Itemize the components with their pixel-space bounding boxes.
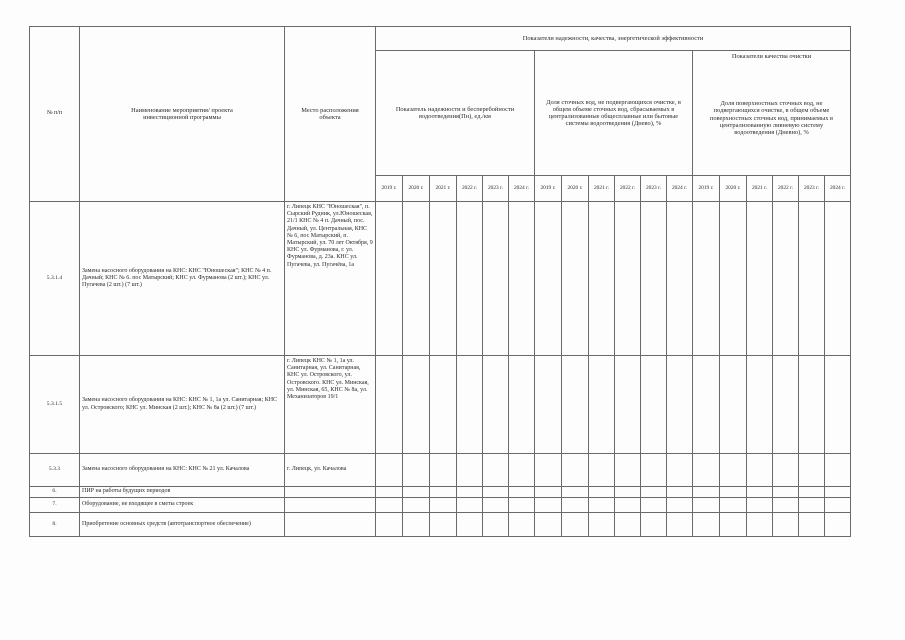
year-2023: 2023 г. — [483, 176, 509, 202]
investment-program-table — [29, 26, 851, 537]
row-num: 5.3.1.4 — [30, 202, 80, 356]
row-place: г. Липецк КНС № 1, 1а ул. Санитарная, ул. Санитарная, КНС ул. Островского, ул. Островского. КНС ул. Минская, ул. Минская, 65, КНС № 8а, ул. Механизаторов 19/1 — [285, 356, 376, 454]
header-indicators-group: Показатели надежности, качества, энергетической эффективности — [376, 27, 851, 51]
header-ind2: Доля сточных вод, не подвергающихся очистке, в общем объеме сточных вод, сбрасываемых в централизованные общесплавные или бытовые системы водоотведения (Днево), % — [535, 51, 693, 176]
header-name: Наименование мероприятия/ проекта инвестиционной программы — [80, 27, 285, 202]
table-row — [30, 356, 851, 454]
row-place: г. Липецк, ул. Качалова — [285, 454, 376, 487]
table-row — [30, 454, 851, 487]
row-name: Приобретение основных средств (автотранспортное обеспечение) — [80, 513, 285, 537]
row-num: 5.3.1.5 — [30, 356, 80, 454]
row-num: 7. — [30, 498, 80, 513]
header-ind3: Доля поверхностных сточных вод, не подвергающихся очистке, в общем объеме поверхностных сточных вод, принимаемых в централизованную ливневую систему водоотведения (Дневно), % — [693, 62, 851, 176]
year-2019: 2019 г. — [535, 176, 562, 202]
year-2021: 2021 г. — [747, 176, 773, 202]
row-name: Замена насосного оборудования на КНС: КНС № 21 ул. Качалова — [80, 454, 285, 487]
header-num: № п/п — [30, 27, 80, 202]
row-name: Оборудование, не входящее в сметы строек — [80, 498, 285, 513]
year-2022: 2022 г. — [457, 176, 483, 202]
year-2019: 2019 г. — [693, 176, 720, 202]
table-row — [30, 487, 851, 498]
row-num: 6. — [30, 487, 80, 498]
header-quality-group: Показатели качества очистки — [693, 51, 851, 62]
row-place — [285, 498, 376, 513]
row-place — [285, 487, 376, 498]
table-row — [30, 202, 851, 356]
year-2020: 2020 г. — [720, 176, 747, 202]
year-2020: 2020 г. — [562, 176, 589, 202]
row-num: 8. — [30, 513, 80, 537]
row-place: г. Липецк КНС "Юношеская", п. Сырский Рудник, ул.Юношеская, 21/1 КНС № 4 п. Дачный, пос. Дачный, ул. Центральная, КНС № 6, пос Матырский, п. Матырский, ул. 70 лет Октября, 9 КНС ул. Фурманова, г. ул. Фурманова, д. 23а. КНС ул. Пугачева, ул. Пугачёва, 1а — [285, 202, 376, 356]
row-num: 5.3.3 — [30, 454, 80, 487]
header-place: Место расположения объекта — [285, 27, 376, 202]
year-2024: 2024 г. — [509, 176, 535, 202]
row-name: ПИР на работы будущих периодов — [80, 487, 285, 498]
year-2021: 2021 г. — [430, 176, 457, 202]
table-row — [30, 498, 851, 513]
year-2019: 2019 г. — [376, 176, 403, 202]
table-row — [30, 513, 851, 537]
row-place — [285, 513, 376, 537]
header-ind1: Показатель надежности и бесперебойности водоотведения(Пн), ед./км — [376, 51, 535, 176]
year-2022: 2022 г. — [773, 176, 799, 202]
year-2020: 2020 г. — [403, 176, 430, 202]
year-2023: 2023 г. — [641, 176, 667, 202]
year-2024: 2024 г. — [825, 176, 851, 202]
row-name: Замена насосного оборудования на КНС: КНС "Юношеская"; КНС № 4 п. Дачный; КНС № 6. пос Матырский; КНС ул. Фурманова (2 шт.); КНС ул. Пугачева (2 шт.) (7 шт.) — [80, 202, 285, 356]
year-2023: 2023 г. — [799, 176, 825, 202]
year-2021: 2021 г. — [589, 176, 615, 202]
year-2022: 2022 г. — [615, 176, 641, 202]
row-name: Замена насосного оборудования на КНС: КНС № 1, 1а ул. Санитарная; КНС ул. Островского; КНС ул. Минская (2 шт.); КНС № 8а (2 шт.) (7 шт.) — [80, 356, 285, 454]
year-2024: 2024 г. — [667, 176, 693, 202]
